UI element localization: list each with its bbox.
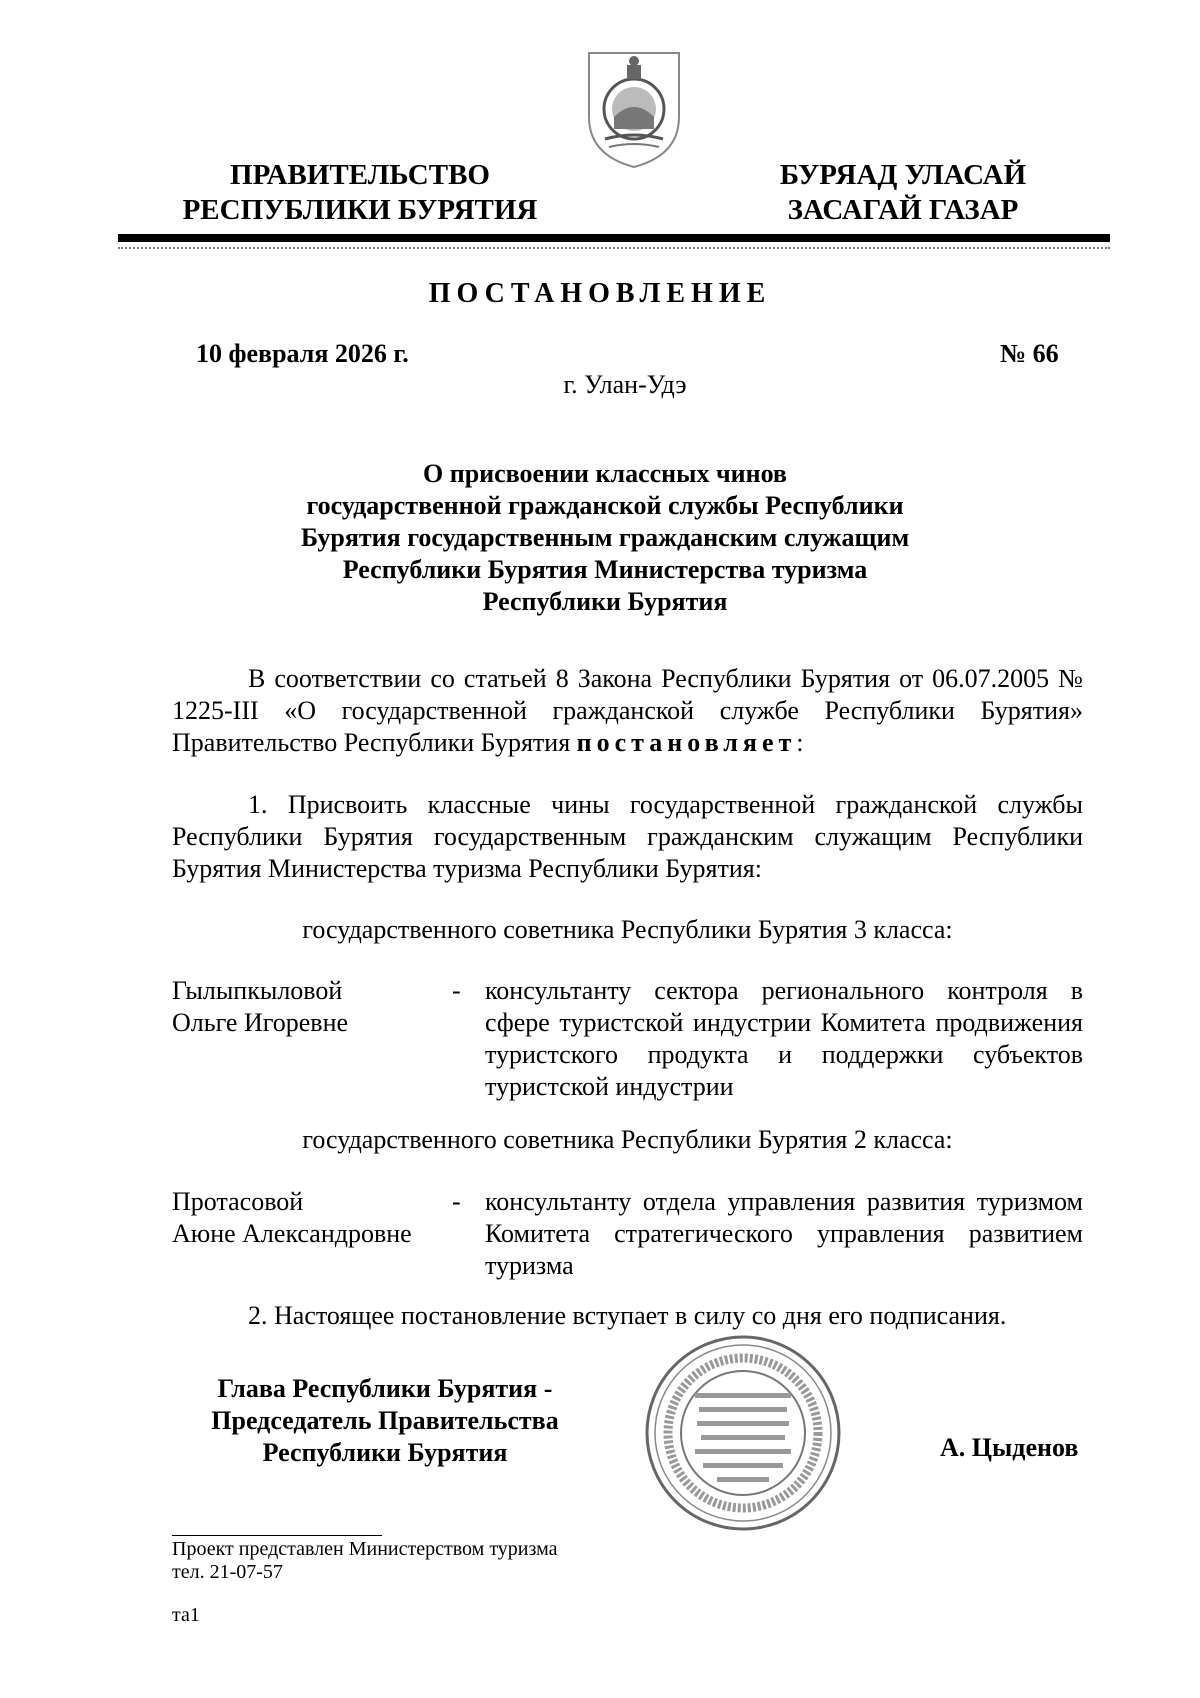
signatory-title-line: Глава Республики Бурятия - xyxy=(217,1374,553,1403)
signatory-title-line: Председатель Правительства xyxy=(211,1406,559,1435)
coat-of-arms-icon xyxy=(583,47,685,171)
footnote xyxy=(172,1538,558,1584)
item-2-paragraph: 2. Настоящее постановление вступает в силу со дня его подписания. xyxy=(248,1301,1007,1330)
person-1-dash: - xyxy=(452,976,461,1005)
header-right-line1: БУРЯАД УЛАСАЙ xyxy=(779,159,1027,191)
person-1-name xyxy=(172,975,442,1039)
document-date: 10 февраля 2026 г. xyxy=(196,339,409,368)
preamble-text: В соответствии со статьей 8 Закона Республики Бурятия от 06.07.2005 № 1225-III «О государственной гражданской службе Республики Бурятия» Правительство Республики Бурятия xyxy=(172,664,1083,757)
rank-heading-2-class: государственного советника Республики Бурятия 2 класса: xyxy=(302,1125,953,1154)
person-2-given-names: Аюне Александровне xyxy=(172,1219,412,1248)
government-name-buryat xyxy=(738,158,1068,228)
item-1-paragraph: 1. Присвоить классные чины государственной гражданской службы Республики Бурятия государственным гражданским служащим Республики Бурятия Министерства туризма Республики Бурятия: xyxy=(172,790,1083,883)
footnote-phone: тел. 21-07-57 xyxy=(172,1561,283,1583)
document-type: ПОСТАНОВЛЕНИЕ xyxy=(428,278,772,309)
person-1-given-names: Ольге Игоревне xyxy=(172,1008,349,1037)
header-left-line1: ПРАВИТЕЛЬСТВО xyxy=(230,159,490,191)
person-1-position: консультанту сектора регионального контроля в сфере туристской индустрии Комитета продвижения туристского продукта и поддержки субъектов туристской индустрии xyxy=(485,976,1083,1101)
document-number: № 66 xyxy=(1000,339,1059,368)
signatory-name: А. Цыденов xyxy=(940,1433,1079,1462)
signatory-title-line: Республики Бурятия xyxy=(262,1438,508,1467)
person-1-surname: Гылыпкыловой xyxy=(172,976,343,1005)
title-line: О присвоении классных чинов xyxy=(423,459,787,488)
footnote-prepared-by: Проект представлен Министерством туризма xyxy=(172,1538,558,1560)
title-line: Республики Бурятия Министерства туризма xyxy=(342,555,868,584)
signatory-title xyxy=(185,1373,585,1469)
footnote-rule xyxy=(172,1535,382,1536)
government-name-russian xyxy=(160,158,560,228)
rank-heading-3-class: государственного советника Республики Бурятия 3 класса: xyxy=(302,915,953,944)
document-city: г. Улан-Удэ xyxy=(563,370,687,399)
person-2-name xyxy=(172,1186,442,1250)
preamble-paragraph xyxy=(172,663,1083,759)
header-left-line2: РЕСПУБЛИКИ БУРЯТИЯ xyxy=(182,194,538,226)
document-code: та1 xyxy=(172,1604,200,1626)
preamble-end: : xyxy=(796,728,804,757)
person-2-surname: Протасовой xyxy=(172,1187,304,1216)
official-seal-icon xyxy=(643,1333,843,1533)
person-2-dash: - xyxy=(452,1187,461,1216)
header-right-line2: ЗАСАГАЙ ГАЗАР xyxy=(787,194,1019,226)
header-rule-thick xyxy=(118,234,1110,242)
title-line: Бурятия государственным гражданским служащим xyxy=(300,523,910,552)
header-rule-thin xyxy=(118,247,1110,249)
person-2-position: консультанту отдела управления развития туризмом Комитета стратегического управления развитием туризма xyxy=(485,1187,1083,1280)
title-line: Республики Бурятия xyxy=(482,587,728,616)
document-title xyxy=(260,458,950,618)
preamble-keyword: постановляет xyxy=(576,728,797,757)
title-line: государственной гражданской службы Республики xyxy=(306,491,904,520)
